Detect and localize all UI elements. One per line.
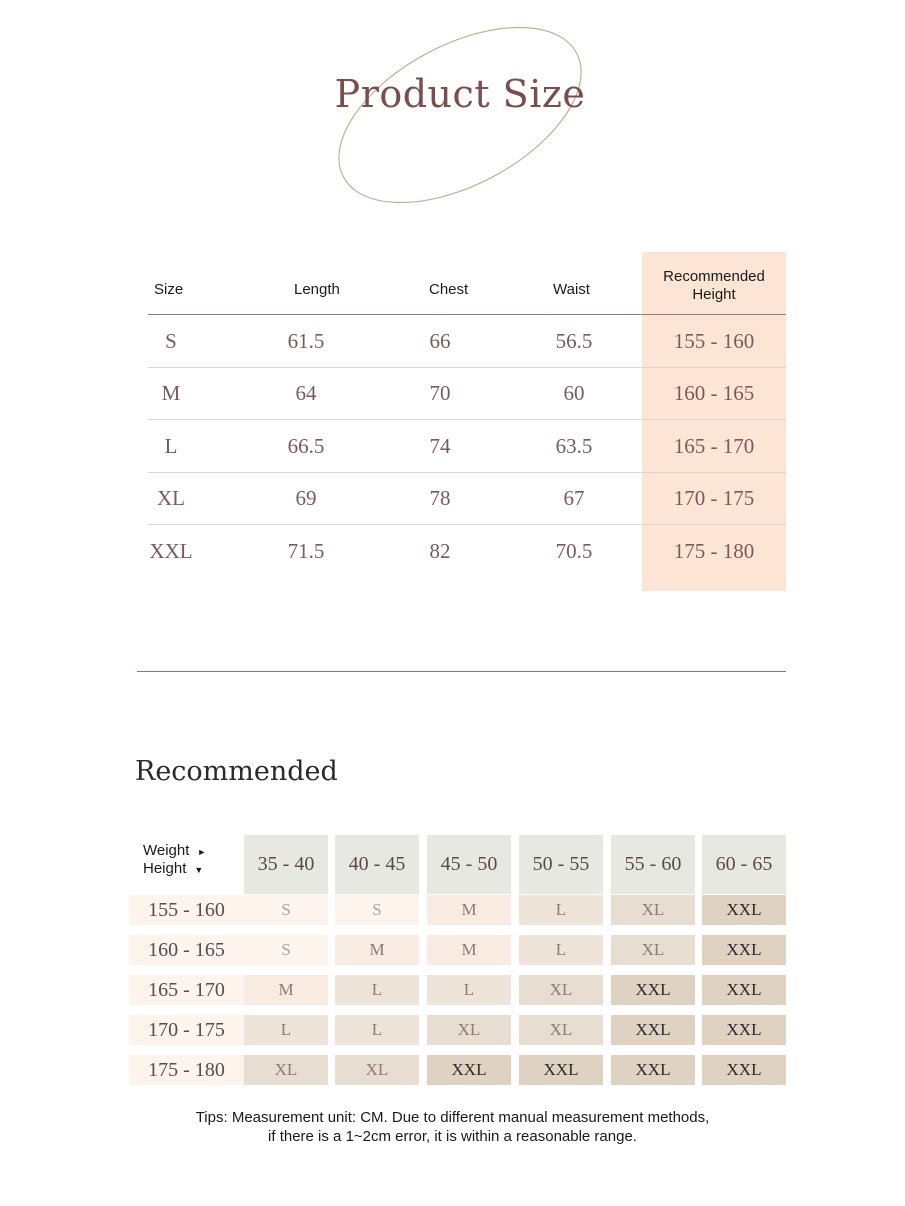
height-label — [143, 860, 203, 877]
size-cell: XXL — [149, 538, 193, 563]
header-waist: Waist — [553, 281, 590, 298]
size-recommendation-cell: S — [244, 895, 328, 925]
size-recommendation-cell: S — [335, 895, 419, 925]
chest-cell: 74 — [429, 433, 451, 458]
size-recommendation-cell: XL — [519, 1015, 603, 1045]
recommended-height-cell: 165 - 170 — [673, 433, 755, 458]
size-row — [148, 367, 786, 420]
size-recommendation-cell: XXL — [611, 1015, 695, 1045]
tips-note — [0, 1108, 905, 1146]
size-recommendation-cell: XL — [611, 895, 695, 925]
size-recommendation-cell: M — [244, 975, 328, 1005]
size-recommendation-cell: XXL — [611, 1055, 695, 1085]
size-recommendation-cell: M — [427, 895, 511, 925]
size-recommendation-cell: M — [427, 935, 511, 965]
waist-cell: 67 — [563, 486, 585, 511]
size-recommendation-cell: XL — [427, 1015, 511, 1045]
caret-down-icon: ▼ — [194, 865, 204, 875]
height-row-header: 175 - 180 — [129, 1055, 244, 1085]
waist-cell: 56.5 — [555, 329, 593, 353]
weight-column-header: 60 - 65 — [702, 835, 786, 894]
size-recommendation-cell: XXL — [702, 935, 786, 965]
page-title: Product Size — [334, 72, 586, 116]
tips-line-2: if there is a 1~2cm error, it is within a reasonable range. — [268, 1128, 637, 1145]
size-recommendation-cell: L — [519, 935, 603, 965]
header-length: Length — [294, 281, 340, 298]
header-chest: Chest — [429, 281, 469, 298]
height-row-header: 155 - 160 — [129, 895, 244, 925]
size-recommendation-cell: S — [244, 935, 328, 965]
weight-column-header: 40 - 45 — [335, 835, 419, 894]
size-recommendation-cell: L — [335, 1015, 419, 1045]
section-divider — [137, 671, 786, 672]
size-table-header — [148, 252, 786, 315]
recommended-title: Recommended — [135, 756, 338, 787]
weight-column-header: 50 - 55 — [519, 835, 603, 894]
weight-column-header: 35 - 40 — [244, 835, 328, 894]
height-row-header: 165 - 170 — [129, 975, 244, 1005]
size-cell: S — [165, 329, 177, 353]
length-cell: 71.5 — [287, 538, 325, 563]
size-cell: M — [161, 381, 181, 406]
size-row — [148, 525, 786, 577]
length-cell: 64 — [295, 381, 317, 406]
header-recommended-height: Recommended Height — [663, 268, 765, 303]
size-cell: L — [164, 433, 178, 458]
recommended-height-cell: 160 - 165 — [673, 381, 755, 406]
waist-cell: 70.5 — [555, 538, 593, 563]
size-recommendation-cell: M — [335, 935, 419, 965]
size-recommendation-cell: XXL — [702, 1055, 786, 1085]
weight-label — [143, 842, 206, 859]
height-row-header: 160 - 165 — [129, 935, 244, 965]
size-recommendation-cell: XXL — [702, 895, 786, 925]
chest-cell: 66 — [429, 329, 451, 353]
size-recommendation-cell: XXL — [611, 975, 695, 1005]
chest-cell: 78 — [429, 486, 451, 511]
size-recommendation-cell: XL — [611, 935, 695, 965]
size-cell: XL — [157, 486, 185, 511]
length-cell: 69 — [295, 486, 317, 511]
chest-cell: 82 — [429, 538, 451, 563]
size-recommendation-cell: L — [244, 1015, 328, 1045]
size-recommendation-cell: XL — [244, 1055, 328, 1085]
header-size: Size — [154, 281, 184, 298]
size-row — [148, 420, 786, 473]
waist-cell: 63.5 — [555, 433, 593, 458]
height-label-text: Height — [143, 860, 187, 877]
length-cell: 61.5 — [287, 329, 325, 353]
caret-right-icon: ► — [197, 847, 207, 857]
waist-cell: 60 — [563, 381, 585, 406]
tips-line-1: Tips: Measurement unit: CM. Due to different manual measurement methods, — [195, 1109, 710, 1126]
size-recommendation-cell: L — [335, 975, 419, 1005]
size-recommendation-cell: L — [519, 895, 603, 925]
height-row-header: 170 - 175 — [129, 1015, 244, 1045]
title-section — [0, 0, 905, 220]
size-recommendation-cell: XXL — [427, 1055, 511, 1085]
size-recommendation-cell: XXL — [519, 1055, 603, 1085]
chest-cell: 70 — [429, 381, 451, 406]
recommended-height-cell: 170 - 175 — [673, 486, 755, 511]
size-recommendation-cell: L — [427, 975, 511, 1005]
size-recommendation-cell: XL — [519, 975, 603, 1005]
size-row — [148, 472, 786, 525]
weight-column-header: 45 - 50 — [427, 835, 511, 894]
weight-column-header: 55 - 60 — [611, 835, 695, 894]
weight-label-text: Weight — [143, 842, 190, 859]
size-recommendation-cell: XXL — [702, 1015, 786, 1045]
size-row — [148, 315, 786, 368]
recommended-height-cell: 175 - 180 — [673, 538, 755, 563]
size-recommendation-cell: XL — [335, 1055, 419, 1085]
length-cell: 66.5 — [287, 433, 325, 458]
size-recommendation-cell: XXL — [702, 975, 786, 1005]
recommended-height-cell: 155 - 160 — [673, 329, 755, 353]
